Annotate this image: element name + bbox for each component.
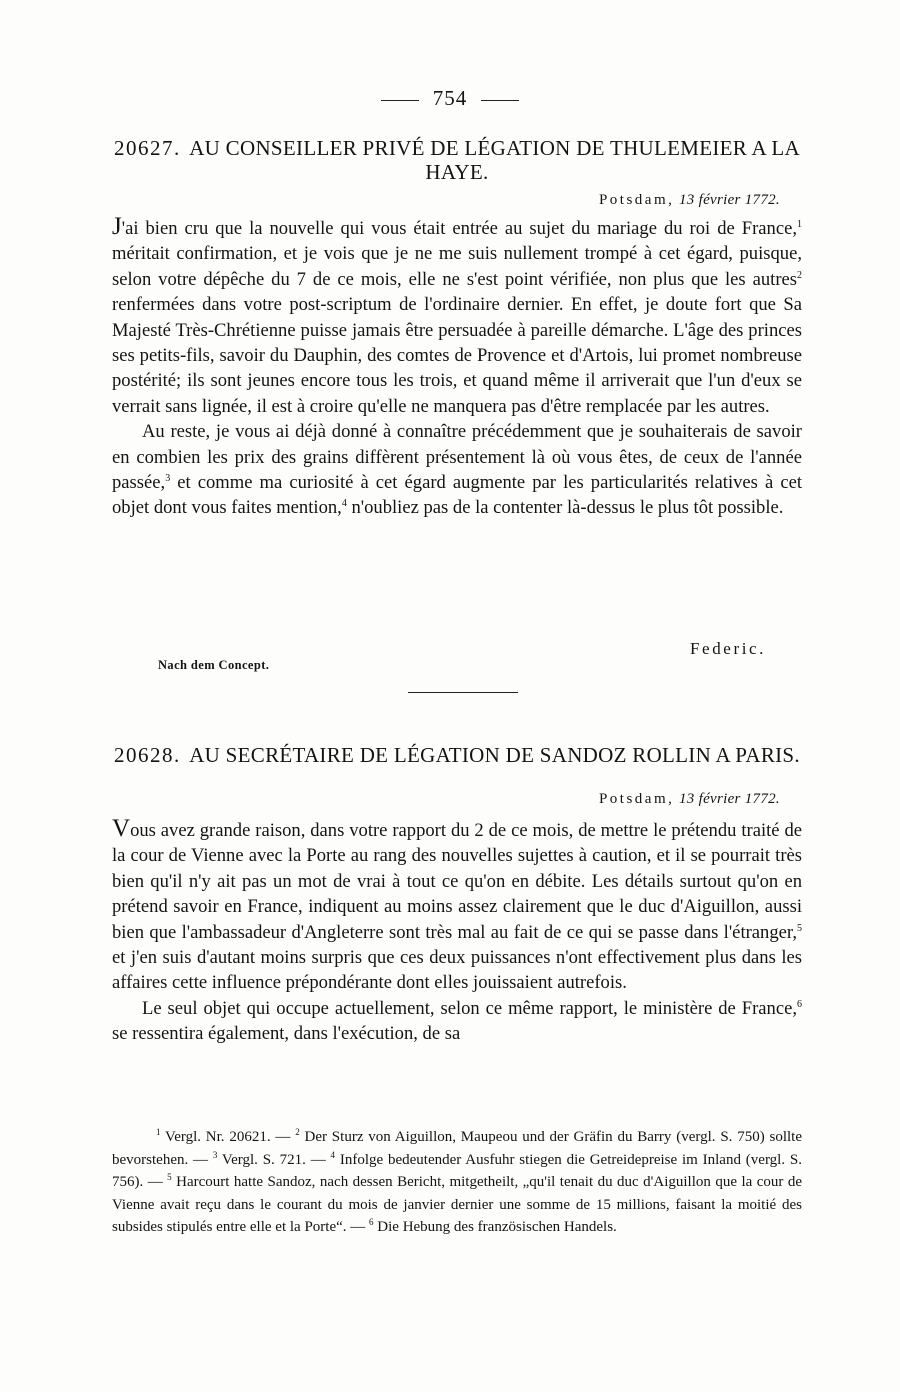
- footnote-mark-3: 3: [212, 1149, 218, 1160]
- letter-1-signature: Federic.: [690, 639, 767, 658]
- letter-1-body: [112, 213, 802, 521]
- footnote-ref-4: 4: [341, 498, 347, 510]
- footnote-3: Vergl. S. 721. —: [217, 1151, 331, 1168]
- paragraph-text: Au reste, je vous ai déjà donné à connaître précédemment que je souhaiterais de savoir en combien les prix des grains diffèrent présentement là où vous êtes, de ceux de l'année passée,: [112, 421, 802, 494]
- letter-1-paragraph-1: [112, 213, 802, 419]
- paragraph-text: Le seul objet qui occupe actuellement, selon ce même rapport, le ministère de France,: [142, 997, 797, 1019]
- paragraph-text: n'oubliez pas de la contenter là-dessus le plus tôt possible.: [346, 497, 784, 519]
- paragraph-text: renfermées dans votre post-scriptum de l'ordinaire dernier. En effet, je doute fort que Sa Majesté Très-Chrétienne puisse jamais être persuadée à pareille démarche. L'âge des princes ses petits-fils, savoir du Dauphin, des comtes de Provence et d'Artois, lui promet nombreuse postérité; ils sont jeunes encore tous les trois, et quand même il arriverait que l'un d'eux se verrait sans lignée, il est à croire qu'elle ne manquera pas d'être remplacée par les autres.: [112, 294, 802, 417]
- paragraph-text: ous avez grande raison, dans votre rapport du 2 de ce mois, de mettre le prétendu traité de la cour de Vienne avec la Porte au rang des nouvelles sujettes à caution, et il se pourrait très bien qu'il n'y ait pas un mot de vrai à tout ce qu'on en débite. Les détails surtout qu'on en prétend savoir en France, indiquent au moins assez clairement que le duc d'Aiguillon, aussi bien que l'ambassadeur d'Angleterre sont très mal au fait de ce qui se passe dans l'étranger,: [112, 820, 802, 943]
- footnote-mark-2: 2: [295, 1127, 300, 1137]
- footnote-5: Harcourt hatte Sandoz, nach dessen Bericht, mitgetheilt, „qu'il tenait du duc d'Aiguillon que la cour de Vienne avait reçu dans le courant du mois de janvier dernier une somme de 15 millions, faisant la moitié des subsides stipulés entre elle et la Porte“. —: [112, 1174, 802, 1235]
- letter-2-body: [112, 815, 802, 1047]
- letter-2-paragraph-1: [112, 815, 802, 996]
- paragraph-text: et j'en suis d'autant moins surpris que ces deux puissances n'ont effectivement plus dans les affaires cette influence prépondérante dont elles jouissaient autrefois.: [112, 947, 802, 994]
- letter-2-number: 20628.: [114, 743, 181, 767]
- paragraph-text: méritait confirmation, et je vois que je ne me suis nullement trompé à cet égard, puisque, selon votre dépêche du 7 de ce mois, elle ne s'est point vérifiée, non plus que les autres: [112, 243, 802, 290]
- page-header: [0, 86, 900, 111]
- footnote-ref-5: 5: [797, 922, 802, 934]
- footnotes: [112, 1126, 802, 1239]
- section-divider: [408, 692, 518, 693]
- header-dash-left: [381, 100, 419, 101]
- footnote-1: Vergl. Nr. 20621. —: [160, 1129, 296, 1145]
- paragraph-text: se ressentira également, dans l'exécution, de sa: [112, 1023, 461, 1045]
- paragraph-text: et comme ma curiosité à cet égard augmente par les particularités relatives à cet objet dont vous faites mention,: [112, 472, 802, 519]
- letter-2-heading: AU SECRÉTAIRE DE LÉGATION DE SANDOZ ROLLIN A PARIS.: [189, 743, 800, 767]
- letter-2-dateline: [599, 791, 780, 808]
- footnote-mark-6: 6: [369, 1217, 374, 1227]
- letter-2-initial: V: [112, 815, 131, 842]
- footnote-ref-2: 2: [797, 269, 802, 281]
- footnote-mark-4: 4: [330, 1149, 336, 1160]
- letter-1-source-note: Nach dem Concept.: [158, 658, 270, 672]
- letter-1-initial: J: [112, 213, 122, 240]
- footnote-mark-1: 1: [156, 1127, 161, 1137]
- paragraph-text: 'ai bien cru que la nouvelle qui vous était entrée au sujet du mariage du roi de France,: [121, 218, 797, 239]
- footnote-ref-1: 1: [797, 219, 802, 230]
- letter-1-date: 13 février 1772.: [678, 192, 780, 208]
- footnote-mark-5: 5: [167, 1172, 172, 1182]
- letter-1-title: [112, 136, 802, 184]
- header-dash-right: [481, 100, 519, 101]
- letter-2-place: Potsdam,: [598, 791, 675, 807]
- footnote-ref-3: 3: [165, 473, 171, 485]
- letter-1-heading: AU CONSEILLER PRIVÉ DE LÉGATION DE THULEMEIER A LA HAYE.: [189, 136, 800, 184]
- letter-2-title: [112, 743, 802, 767]
- footnote-2: Der Sturz von Aiguillon, Maupeou und der Gräfin du Barry (vergl. S. 750) sollte bevorstehen. —: [112, 1129, 803, 1168]
- letter-1-place: Potsdam,: [598, 192, 675, 208]
- footnote-4: Infolge bedeutender Ausfuhr stiegen die Getreidepreise im Inland (vergl. S. 756). —: [112, 1151, 802, 1190]
- page-number: 754: [432, 86, 468, 110]
- letter-1-paragraph-2: [112, 419, 802, 521]
- letter-1-dateline: [599, 192, 780, 209]
- footnote-ref-6: 6: [797, 998, 802, 1010]
- footnotes-text: [112, 1126, 802, 1239]
- footnote-6: Die Hebung des französischen Handels.: [373, 1219, 617, 1235]
- letter-2-date: 13 février 1772.: [678, 791, 780, 807]
- letter-2-paragraph-2: [112, 996, 802, 1047]
- letter-1-number: 20627.: [114, 136, 181, 160]
